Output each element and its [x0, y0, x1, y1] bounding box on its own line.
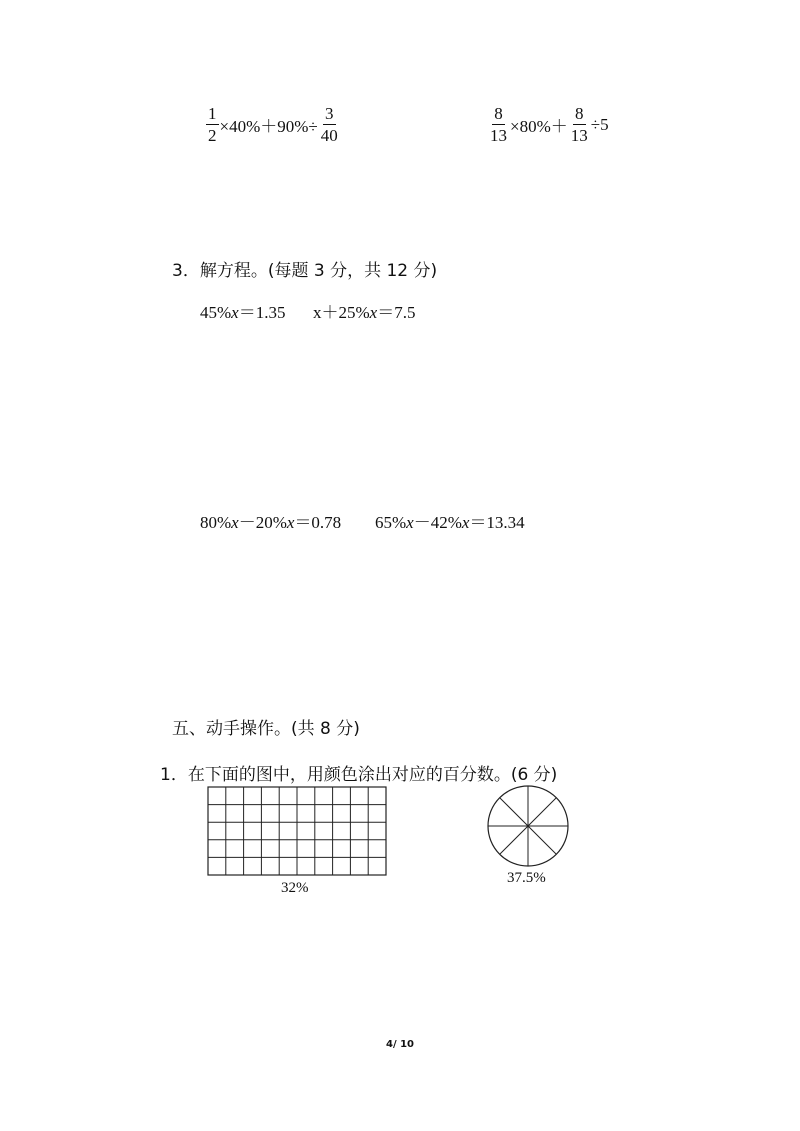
fraction-numerator: 1: [208, 104, 217, 123]
equations-heading: 3．解方程。(每题 3 分，共 12 分): [172, 261, 438, 281]
expression-operators: ×40%＋90%÷: [219, 117, 318, 136]
fraction-eight-thirteenths: [569, 105, 590, 144]
equation-result: ＝1.35: [238, 303, 286, 322]
equation-result: ＝13.34: [469, 513, 525, 532]
equation-term: －42%: [413, 513, 462, 532]
page-number: 4/ 10: [386, 1039, 415, 1050]
equation-variable: x: [231, 303, 239, 322]
equation-variable: x: [406, 513, 414, 532]
section-5-heading: 五、动手操作。(共 8 分): [172, 719, 360, 739]
equation-2: [313, 298, 415, 323]
equation-term: －20%: [238, 513, 287, 532]
fraction-denominator: 13: [570, 126, 588, 145]
equation-variable: x: [461, 513, 470, 532]
fraction-denominator: 40: [320, 126, 338, 145]
fraction-eight-thirteenths: [488, 105, 509, 144]
question-1-text: 1．在下面的图中，用颜色涂出对应的百分数。(6 分): [160, 765, 558, 785]
equation-term: 65%: [375, 513, 407, 532]
fraction-denominator: 2: [208, 126, 217, 145]
hundred-grid-figure: [207, 786, 387, 876]
expression-operators: ×80%＋: [510, 117, 568, 136]
fraction-numerator: 3: [325, 104, 334, 123]
equation-1: [200, 298, 285, 323]
calc-expression-1: [205, 105, 341, 144]
circle-figure: [486, 784, 570, 868]
fraction-three-fortieths: [319, 105, 340, 144]
fraction-one-half: [206, 105, 219, 144]
equation-4: [375, 508, 525, 533]
equation-term: x＋25%: [313, 303, 370, 322]
fraction-denominator: 13: [490, 126, 507, 145]
calc-expression-2: [487, 105, 609, 144]
equation-result: ＝0.78: [294, 513, 342, 532]
equation-3: [200, 508, 341, 533]
expression-tail: ÷5: [590, 114, 609, 134]
fraction-numerator: 8: [494, 104, 503, 123]
equation-variable: x: [286, 513, 295, 532]
equation-variable: x: [231, 513, 239, 532]
equation-term: 80%: [200, 513, 232, 532]
circle-label: 37.5%: [507, 870, 546, 886]
equation-term: 45%: [200, 303, 232, 322]
equation-variable: x: [369, 303, 378, 322]
equation-result: ＝7.5: [377, 303, 416, 322]
grid-label: 32%: [281, 880, 309, 896]
fraction-numerator: 8: [575, 104, 584, 123]
